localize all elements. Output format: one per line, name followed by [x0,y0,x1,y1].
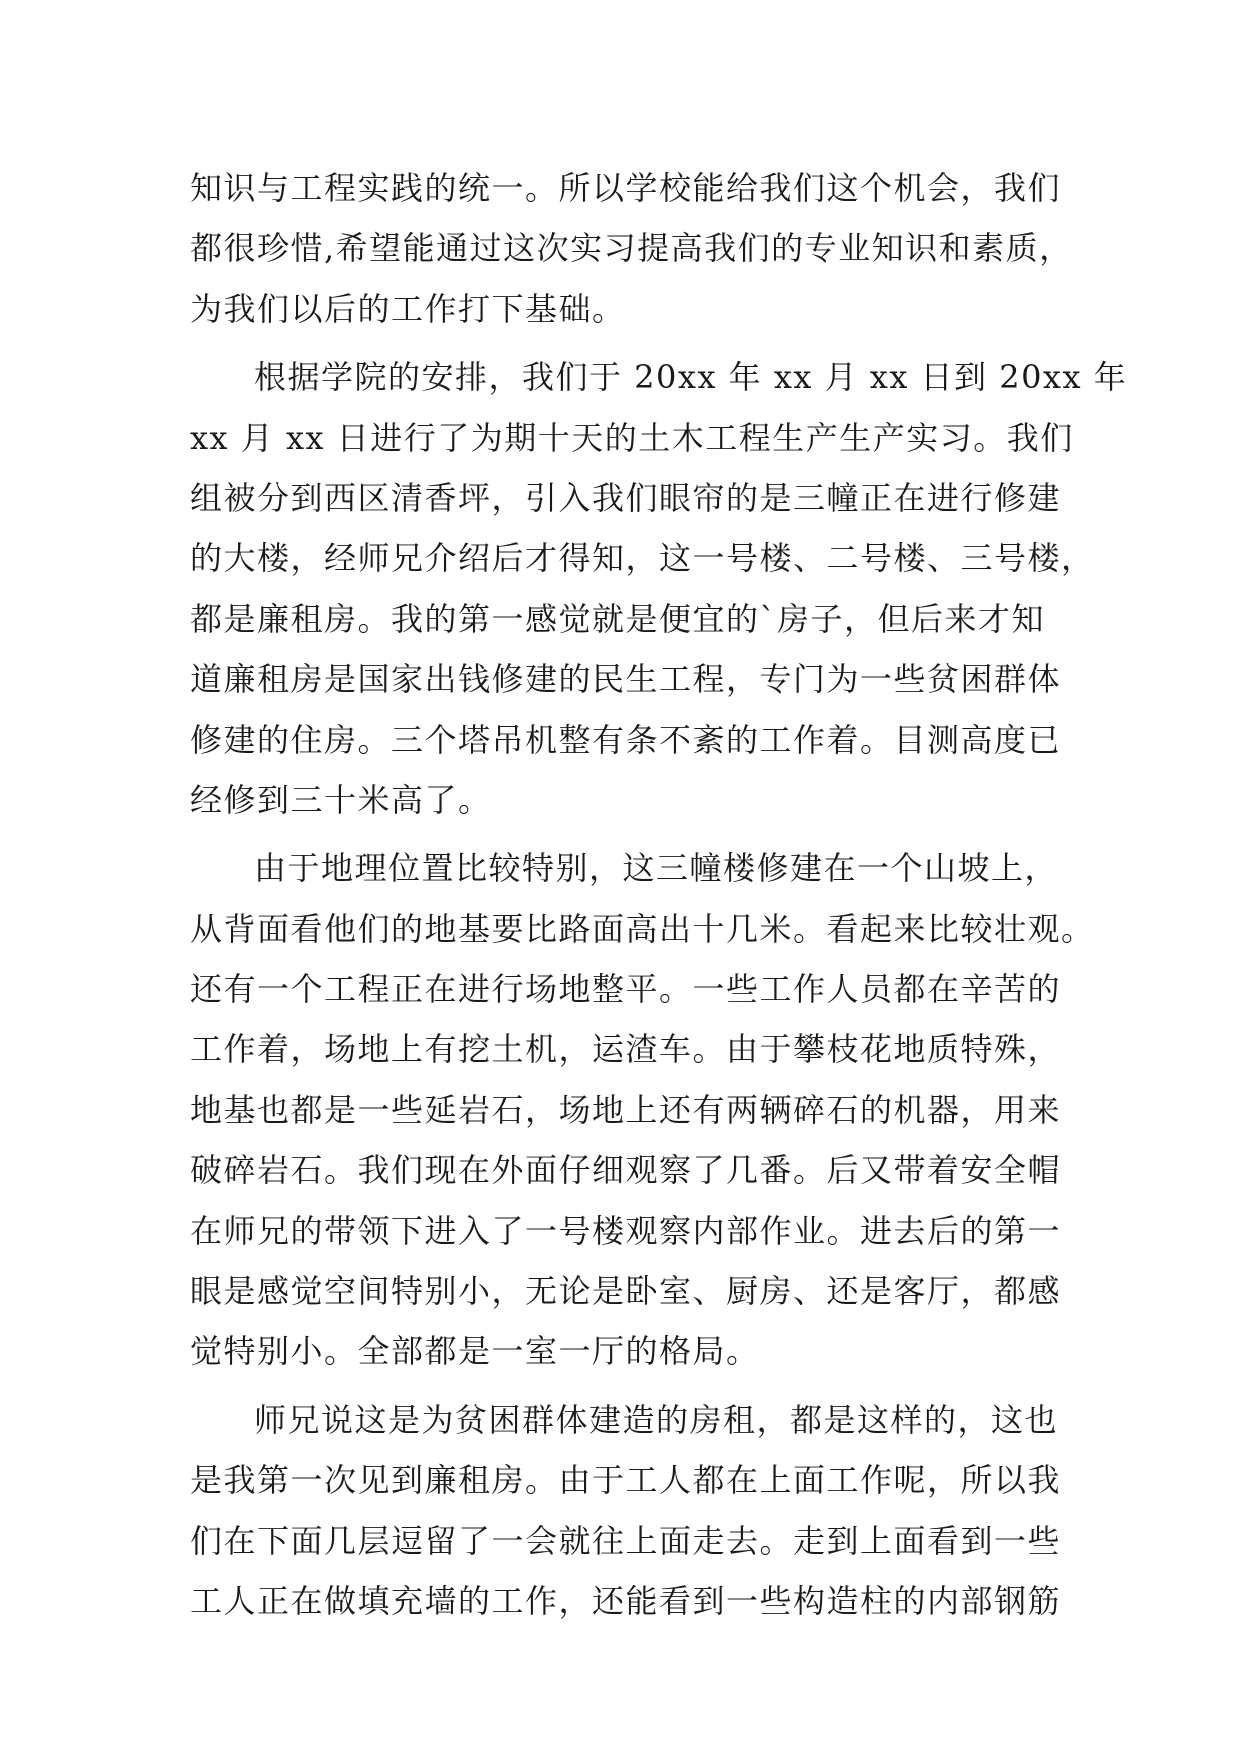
text-line: 知识与工程实践的统一。所以学校能给我们这个机会，我们 [190,169,1062,207]
text-line: xx 月 xx 日进行了为期十天的土木工程生产生产实习。我们 [190,418,1074,457]
text-line: 还有一个工程正在进行场地整平。一些工作人员都在辛苦的 [190,970,1062,1009]
text-line: 为我们以后的工作打下基础。 [190,289,626,328]
text-line: 工作着，场地上有挖土机，运渣车。由于攀枝花地质特殊， [190,1030,1062,1069]
text-line: 觉特别小。全部都是一室一厅的格局。 [190,1332,760,1371]
text-line: 道廉租房是国家出钱修建的民生工程，专门为一些贫困群体 [190,660,1062,699]
text-line: 们在下面几层逗留了一会就往上面走去。走到上面看到一些 [190,1521,1062,1560]
text-line: 从背面看他们的地基要比路面高出十几米。看起来比较壮观。 [190,909,1095,948]
text-line: 根据学院的安排，我们于 20xx 年 xx 月 xx 日到 20xx 年 [254,358,1128,397]
text-line: 是我第一次见到廉租房。由于工人都在上面工作呢，所以我 [190,1461,1062,1500]
text-line: 都是廉租房。我的第一感觉就是便宜的`房子，但后来才知 [190,599,1046,638]
text-line: 破碎岩石。我们现在外面仔细观察了几番。后又带着安全帽 [190,1151,1062,1190]
text-line: 工人正在做填充墙的工作，还能看到一些构造柱的内部钢筋 [190,1581,1062,1620]
text-line: 在师兄的带领下进入了一号楼观察内部作业。进去后的第一 [190,1211,1062,1250]
text-line: 师兄说这是为贫困群体建造的房租，都是这样的，这也 [254,1400,1059,1439]
text-line: 地基也都是一些延岩石，场地上还有两辆碎石的机器，用来 [190,1090,1062,1129]
text-line: 眼是感觉空间特别小，无论是卧室、厨房、还是客厅，都感 [190,1272,1062,1311]
text-line: 由于地理位置比较特别，这三幢楼修建在一个山坡上， [254,849,1059,888]
text-line: 都很珍惜,希望能通过这次实习提高我们的专业知识和素质， [190,229,1073,268]
body-text [190,158,1128,1631]
text-line: 的大楼，经师兄介绍后才得知，这一号楼、二号楼、三号楼， [190,539,1095,578]
text-line: 经修到三十米高了。 [190,780,492,819]
text-line: 修建的住房。三个塔吊机整有条不紊的工作着。目测高度已 [190,720,1062,759]
text-line: 组被分到西区清香坪，引入我们眼帘的是三幢正在进行修建 [190,478,1062,517]
